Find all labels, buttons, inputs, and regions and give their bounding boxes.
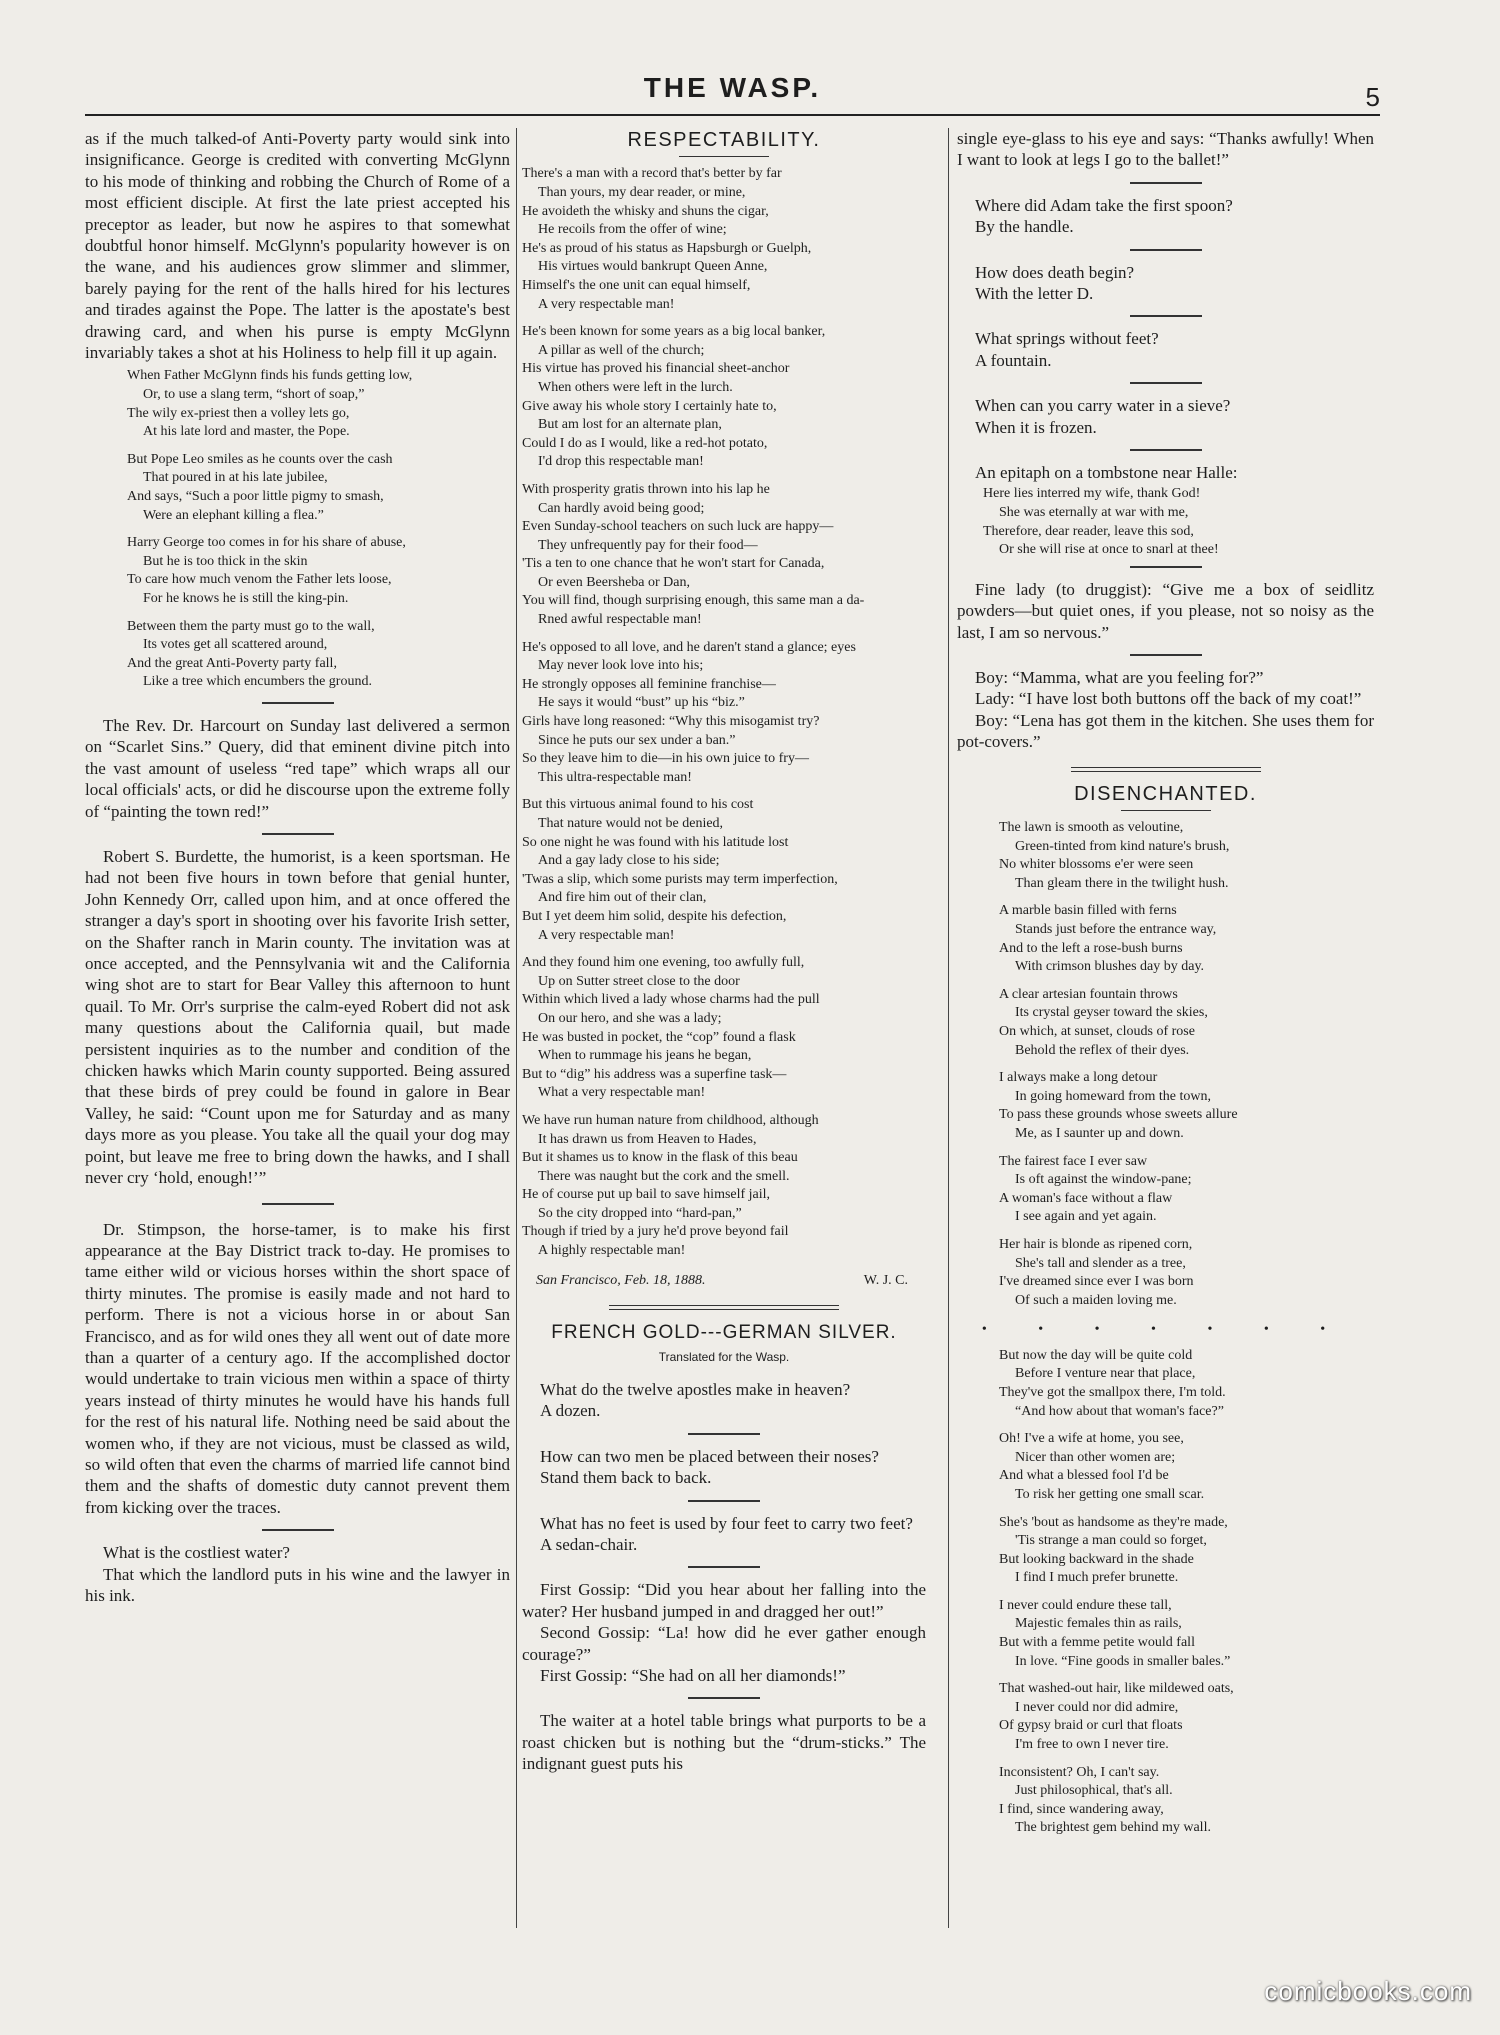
stanza bbox=[999, 1236, 1374, 1310]
verse-line: 'Tis a ten to one chance that he won't start for Canada, bbox=[522, 556, 825, 572]
stanza bbox=[522, 165, 926, 314]
verse-line: No whiter blossoms e'er were seen bbox=[999, 857, 1194, 873]
verse-line: With prosperity gratis thrown into his lap he bbox=[522, 481, 770, 497]
stanza bbox=[522, 639, 926, 788]
paragraph: single eye-glass to his eye and says: “Thanks awfully! When I want to look at legs I go to the ballet!” bbox=[957, 129, 1374, 170]
verse-line: I find, since wandering away, bbox=[999, 1801, 1164, 1817]
title-rule bbox=[679, 156, 769, 157]
verse-line: He recoils from the offer of wine; bbox=[538, 222, 727, 238]
answer: Stand them back to back. bbox=[540, 1468, 712, 1488]
verse-line: Between them the party must go to the wall, bbox=[127, 618, 375, 634]
riddles bbox=[522, 1379, 926, 1568]
divider bbox=[688, 1697, 760, 1699]
stanza bbox=[999, 1514, 1374, 1588]
verse-line: Could I do as I would, like a red-hot potato, bbox=[522, 435, 768, 451]
verse-line: I never could nor did admire, bbox=[1015, 1699, 1179, 1715]
divider bbox=[1130, 566, 1202, 568]
stanza bbox=[999, 902, 1374, 976]
paragraph: An epitaph on a tombstone near Halle: bbox=[975, 463, 1238, 483]
verse-line: A very respectable man! bbox=[538, 296, 675, 312]
verse-line: His virtue has proved his financial sheet-anchor bbox=[522, 361, 790, 377]
stanza bbox=[522, 481, 926, 630]
dateline: San Francisco, Feb. 18, 1888. bbox=[536, 1272, 706, 1288]
question: What do the twelve apostles make in heaven? bbox=[540, 1379, 851, 1399]
paragraph: The Rev. Dr. Harcourt on Sunday last delivered a sermon on “Scarlet Sins.” Query, did that eminent divine pitch into the vast amount of useless “red tape” which wraps all our local officials' acts, or did he discourse upon the extreme folly of “painting the town red!” bbox=[85, 715, 510, 821]
verse-line: Its crystal geyser toward the skies, bbox=[1015, 1005, 1208, 1021]
verse-line: At his late lord and master, the Pope. bbox=[143, 424, 350, 440]
stanza bbox=[127, 451, 510, 525]
paragraph: Robert S. Burdette, the humorist, is a keen sportsman. He had not been five hours in town before that genial hunter, John Kennedy Orr, called upon him, and at once offered the stranger a day's sport in shooting over his favorite Irish setter, on the Shafter ranch in Marin county. The invitation was at once accepted, and the Pennsylvania wit and the California wing shot are to start for Bear Valley this afternoon to hunt quail. To Mr. Orr's surprise the calm-eyed Robert did not ask many questions about the California quail, but made persistent inquiries as to the number and condition of the chicken hawks which Marin county supported. Being assured that these birds of prey could be found in galore in Bear Valley, he said: “Count upon me for Saturday and as many days more as you please. You take all the quail your dog may point, but leave me free to bring down the hawks, and I shall never cry ‘hold, enough!’” bbox=[85, 847, 510, 1188]
disenchanted-poem bbox=[957, 819, 1374, 1310]
verse-line: Though if tried by a jury he'd prove beyond fail bbox=[522, 1224, 789, 1240]
dialogue-line: Boy: “Mamma, what are you feeling for?” bbox=[975, 668, 1264, 688]
question: When can you carry water in a sieve? bbox=[975, 396, 1231, 416]
verse-line: Rned awful respectable man! bbox=[538, 612, 702, 628]
verse-line: A marble basin filled with ferns bbox=[999, 903, 1177, 919]
verse-line: That poured in at his late jubilee, bbox=[143, 470, 328, 486]
verse-line: And to the left a rose-bush burns bbox=[999, 940, 1183, 956]
paragraph: as if the much talked-of Anti-Poverty party would sink into insignificance. George is credited with converting McGlynn to his mode of thinking and robbing the Church of Rome of a most efficient disciple. At first the late priest accepted his preceptor as leader, but now he aspires to that somewhat doubtful honor himself. McGlynn's popularity however is on the wane, and his audiences grow slimmer and slimmer, barely paying for the rent of the halls hired for his lectures and tirades against the Pope. The latter is the apostate's best drawing card, and when his purse is empty McGlynn invariably takes a shot at his Holiness to help fill it up again. bbox=[85, 129, 510, 363]
verse-line: Since he puts our sex under a ban.” bbox=[538, 732, 736, 748]
verse-line: On our hero, and she was a lady; bbox=[538, 1010, 722, 1026]
verse-line: I'd drop this respectable man! bbox=[538, 454, 704, 470]
verse-line: The fairest face I ever saw bbox=[999, 1153, 1148, 1169]
page-header bbox=[85, 70, 1380, 116]
verse-line: I always make a long detour bbox=[999, 1070, 1158, 1086]
divider bbox=[1130, 182, 1202, 184]
answer: A fountain. bbox=[975, 350, 1052, 370]
verse-line: With crimson blushes day by day. bbox=[1015, 959, 1205, 975]
section-title: FRENCH GOLD---GERMAN SILVER. bbox=[551, 1322, 897, 1344]
stanza bbox=[522, 796, 926, 945]
verse-line: Its votes get all scattered around, bbox=[143, 637, 328, 653]
mcglynn-poem bbox=[85, 367, 510, 692]
divider bbox=[1130, 654, 1202, 656]
stanza bbox=[127, 534, 510, 608]
verse-line: So they leave him to die—in his own juice to fry— bbox=[522, 751, 809, 767]
column-2 bbox=[522, 128, 926, 1775]
verse-line: This ultra-respectable man! bbox=[538, 769, 692, 785]
verse-line: Than gleam there in the twilight hush. bbox=[1015, 875, 1229, 891]
verse-line: She's 'bout as handsome as they're made, bbox=[999, 1514, 1228, 1530]
verse-line: He strongly opposes all feminine franchise— bbox=[522, 676, 776, 692]
epitaph-verse bbox=[957, 485, 1374, 559]
verse-line: Can hardly avoid being good; bbox=[538, 500, 705, 516]
verse-line: Up on Sutter street close to the door bbox=[538, 973, 740, 989]
verse-line: On which, at sunset, clouds of rose bbox=[999, 1024, 1195, 1040]
verse-line: To risk her getting one small scar. bbox=[1015, 1486, 1205, 1502]
paragraph: Fine lady (to druggist): “Give me a box of seidlitz powders—but quiet ones, if you please, not so noisy as the last, I am so nervous.” bbox=[957, 579, 1374, 642]
question: What has no feet is used by four feet to carry two feet? bbox=[540, 1513, 913, 1533]
verse-line: Or, to use a slang term, “short of soap,” bbox=[143, 387, 365, 403]
title-rule bbox=[1121, 810, 1211, 811]
verse-line: To pass these grounds whose sweets allure bbox=[999, 1107, 1238, 1123]
verse-line: I find I much prefer brunette. bbox=[1015, 1570, 1179, 1586]
verse-line: And they found him one evening, too awfully full, bbox=[522, 955, 805, 971]
verse-line: She's tall and slender as a tree, bbox=[1015, 1255, 1186, 1271]
verse-line: Just philosophical, that's all. bbox=[1015, 1783, 1173, 1799]
verse-line: Give away his whole story I certainly hate to, bbox=[522, 398, 777, 414]
verse-line: I've dreamed since ever I was born bbox=[999, 1274, 1194, 1290]
verse-line: The wily ex-priest then a volley lets go, bbox=[127, 405, 350, 421]
answer: A sedan-chair. bbox=[540, 1534, 638, 1554]
verse-line: You will find, though surprising enough, this same man a da- bbox=[522, 593, 865, 609]
verse-line: For he knows he is still the king-pin. bbox=[143, 591, 349, 606]
question: What is the costliest water? bbox=[103, 1543, 290, 1563]
page-number: 5 bbox=[1365, 82, 1380, 112]
column-rule bbox=[516, 128, 517, 1928]
verse-line: Stands just before the entrance way, bbox=[1015, 922, 1217, 938]
stanza bbox=[999, 1153, 1374, 1227]
stanza bbox=[522, 1112, 926, 1261]
verse-line: Green-tinted from kind nature's brush, bbox=[1015, 838, 1230, 854]
verse-line: A highly respectable man! bbox=[538, 1243, 686, 1259]
verse-line: But am lost for an alternate plan, bbox=[538, 417, 722, 433]
verse-line: In love. “Fine goods in smaller bales.” bbox=[1015, 1653, 1231, 1669]
paragraph: Dr. Stimpson, the horse-tamer, is to make his first appearance at the Bay District track to-day. He promises to tame either wild or vicious horses within the short space of thirty minutes. The promise is easily made and not hard to perform. There is not a vicious horse in or about San Francisco, and as for wild ones they all went out of date more than a quarter of a century ago. If the accomplished doctor would undertake to train vicious men within a space of thirty years instead of thirty minutes he would have his hands full for the rest of his natural life. Nothing need be said about the women who, if they are not vicious, must be classed as wild, so wild often that even the charms of married life cannot bind them and the shafts of domestic duty cannot prevent them from kicking over the traces. bbox=[85, 1219, 510, 1517]
verse-line: But looking backward in the shade bbox=[999, 1551, 1194, 1567]
stanza bbox=[999, 819, 1374, 893]
verse-line: He's opposed to all love, and he daren't stand a glance; eyes bbox=[522, 639, 856, 655]
verse-line: He avoideth the whisky and shuns the cigar, bbox=[522, 203, 769, 219]
verse-line: He's been known for some years as a big local banker, bbox=[522, 324, 826, 340]
poem-title: DISENCHANTED. bbox=[1074, 782, 1257, 805]
ellipsis-dots: • • • • • • • bbox=[981, 1322, 1350, 1338]
divider bbox=[1130, 382, 1202, 384]
question: Where did Adam take the first spoon? bbox=[975, 195, 1233, 215]
paragraph: The waiter at a hotel table brings what purports to be a roast chicken but is nothing but the “drum-sticks.” The indignant guest puts his bbox=[522, 1711, 926, 1774]
double-rule bbox=[1071, 767, 1261, 772]
verse-line: 'Tis strange a man could so forget, bbox=[1015, 1533, 1207, 1549]
answer: By the handle. bbox=[975, 217, 1074, 237]
verse-line: He's as proud of his status as Hapsburgh or Guelph, bbox=[522, 240, 812, 256]
divider bbox=[262, 1203, 334, 1205]
disenchanted-poem-continued bbox=[957, 1347, 1374, 1838]
verse-line: A clear artesian fountain throws bbox=[999, 986, 1178, 1002]
stanza bbox=[999, 1347, 1374, 1421]
verse-line: Inconsistent? Oh, I can't say. bbox=[999, 1764, 1160, 1780]
dialogue-line: Lady: “I have lost both buttons off the back of my coat!” bbox=[975, 689, 1362, 709]
verse-line: Nicer than other women are; bbox=[1015, 1449, 1176, 1465]
verse-line: To care how much venom the Father lets loose, bbox=[127, 572, 392, 588]
verse-line: Her hair is blonde as ripened corn, bbox=[999, 1236, 1193, 1252]
verse-line: Than yours, my dear reader, or mine, bbox=[538, 185, 746, 200]
verse-line: Therefore, dear reader, leave this sod, bbox=[983, 523, 1194, 539]
verse-line: 'Twas a slip, which some purists may term imperfection, bbox=[522, 871, 838, 887]
verse-line: Or even Beersheba or Dan, bbox=[538, 574, 690, 590]
stanza bbox=[522, 323, 926, 472]
verse-line: Me, as I saunter up and down. bbox=[1015, 1126, 1184, 1141]
answer: With the letter D. bbox=[975, 284, 1094, 304]
verse-line: They've got the smallpox there, I'm told. bbox=[999, 1384, 1226, 1400]
verse-line: Here lies interred my wife, thank God! bbox=[983, 486, 1201, 502]
answer: That which the landlord puts in his wine and the lawyer in his ink. bbox=[85, 1564, 510, 1605]
verse-line: He of course put up bail to save himself jail, bbox=[522, 1187, 771, 1203]
stanza bbox=[999, 1069, 1374, 1143]
verse-line: Of gypsy braid or curl that floats bbox=[999, 1718, 1183, 1734]
stanza bbox=[522, 954, 926, 1103]
verse-line: What a very respectable man! bbox=[538, 1085, 706, 1101]
verse-line: The lawn is smooth as veloutine, bbox=[999, 820, 1184, 836]
stanza bbox=[999, 1430, 1374, 1504]
verse-line: Behold the reflex of their dyes. bbox=[1015, 1042, 1190, 1058]
gossip-line: Second Gossip: “La! how did he ever gather enough courage?” bbox=[522, 1623, 926, 1664]
gossip-line: First Gossip: “Did you hear about her falling into the water? Her husband jumped in and dragged her out!” bbox=[522, 1580, 926, 1621]
verse-line: It has drawn us from Heaven to Hades, bbox=[538, 1131, 757, 1147]
divider bbox=[688, 1500, 760, 1502]
column-rule bbox=[948, 128, 949, 1928]
column-1 bbox=[85, 128, 510, 1606]
divider bbox=[688, 1433, 760, 1435]
verse-line: We have run human nature from childhood, although bbox=[522, 1112, 819, 1128]
verse-line: His virtues would bankrupt Queen Anne, bbox=[538, 259, 768, 275]
verse-line: Oh! I've a wife at home, you see, bbox=[999, 1431, 1184, 1447]
gossip-line: First Gossip: “She had on all her diamonds!” bbox=[540, 1665, 846, 1685]
dialogue-line: Boy: “Lena has got them in the kitchen. She uses them for pot-covers.” bbox=[957, 710, 1374, 752]
stanza bbox=[127, 618, 510, 692]
masthead: THE WASP. bbox=[643, 72, 822, 103]
verse-line: Girls have long reasoned: “Why this misogamist try? bbox=[522, 714, 820, 730]
verse-line: A pillar as well of the church; bbox=[538, 342, 705, 358]
verse-line: “And how about that woman's face?” bbox=[1015, 1403, 1224, 1419]
verse-line: I never could endure these tall, bbox=[999, 1597, 1172, 1613]
verse-line: When Father McGlynn finds his funds getting low, bbox=[127, 368, 413, 384]
verse-line: Himself's the one unit can equal himself, bbox=[522, 277, 751, 293]
verse-line: So one night he was found with his latitude lost bbox=[522, 834, 789, 850]
question: What springs without feet? bbox=[975, 329, 1159, 349]
verse-line: A woman's face without a flaw bbox=[999, 1190, 1173, 1206]
question: How does death begin? bbox=[975, 262, 1135, 282]
verse-line: Before I venture near that place, bbox=[1015, 1366, 1196, 1382]
verse-line: And the great Anti-Poverty party fall, bbox=[127, 655, 337, 671]
divider bbox=[262, 702, 334, 704]
watermark: comicbooks.com bbox=[1264, 1976, 1472, 2006]
verse-line: Majestic females thin as rails, bbox=[1015, 1616, 1182, 1632]
verse-line: When to rummage his jeans he began, bbox=[538, 1048, 752, 1064]
verse-line: Or she will rise at once to snarl at thee! bbox=[999, 542, 1219, 558]
verse-line: May never look love into his; bbox=[538, 658, 704, 674]
stanza bbox=[127, 367, 510, 441]
verse-line: But to “dig” his address was a superfine task— bbox=[522, 1066, 787, 1082]
stanza bbox=[999, 986, 1374, 1060]
verse-line: There was naught but the cork and the smell. bbox=[538, 1168, 790, 1184]
verse-line: And fire him out of their clan, bbox=[538, 890, 707, 906]
verse-line: But now the day will be quite cold bbox=[999, 1347, 1193, 1363]
verse-line: But with a femme petite would fall bbox=[999, 1635, 1195, 1651]
verse-line: A very respectable man! bbox=[538, 927, 675, 943]
verse-line: And what a blessed fool I'd be bbox=[999, 1468, 1169, 1484]
verse-line: But this virtuous animal found to his cost bbox=[522, 797, 754, 813]
stanza bbox=[999, 1764, 1374, 1838]
verse-line: He was busted in pocket, the “cop” found a flask bbox=[522, 1029, 796, 1045]
answer: When it is frozen. bbox=[975, 417, 1097, 437]
verse-line: When others were left in the lurch. bbox=[538, 379, 733, 395]
verse-line: Like a tree which encumbers the ground. bbox=[143, 674, 372, 690]
verse-line: But I yet deem him solid, despite his defection, bbox=[522, 908, 787, 924]
verse-line: So the city dropped into “hard-pan,” bbox=[538, 1205, 742, 1221]
stanza bbox=[999, 1680, 1374, 1754]
question: How can two men be placed between their noses? bbox=[540, 1446, 879, 1466]
respectability-poem bbox=[522, 165, 926, 1260]
poem-signoff bbox=[522, 1270, 926, 1291]
verse-line: Harry George too comes in for his share of abuse, bbox=[127, 535, 406, 551]
stanza bbox=[999, 1597, 1374, 1671]
riddles bbox=[957, 182, 1374, 451]
section-subtitle: Translated for the Wasp. bbox=[658, 1350, 790, 1365]
divider bbox=[262, 833, 334, 835]
verse-line: I'm free to own I never tire. bbox=[1015, 1737, 1169, 1753]
verse-line: In going homeward from the town, bbox=[1015, 1088, 1211, 1104]
verse-line: Were an elephant killing a flea.” bbox=[143, 507, 324, 523]
verse-line: That nature would not be denied, bbox=[538, 816, 724, 831]
divider bbox=[1130, 249, 1202, 251]
verse-line: Of such a maiden loving me. bbox=[1015, 1292, 1177, 1308]
verse-line: Is oft against the window-pane; bbox=[1015, 1172, 1192, 1188]
divider bbox=[1130, 315, 1202, 317]
verse-line: They unfrequently pay for their food— bbox=[538, 537, 758, 553]
verse-line: I see again and yet again. bbox=[1015, 1209, 1157, 1225]
verse-line: But it shames us to know in the flask of this beau bbox=[522, 1150, 798, 1166]
verse-line: He says it would “bust” up his “biz.” bbox=[538, 695, 745, 711]
poem-title: RESPECTABILITY. bbox=[627, 129, 821, 151]
answer: A dozen. bbox=[540, 1401, 601, 1421]
verse-line: But Pope Leo smiles as he counts over the cash bbox=[127, 451, 393, 467]
verse-line: Within which lived a lady whose charms had the pull bbox=[522, 992, 820, 1008]
divider bbox=[688, 1566, 760, 1568]
double-rule bbox=[609, 1305, 839, 1310]
verse-line: The brightest gem behind my wall. bbox=[1015, 1820, 1211, 1836]
verse-line: She was eternally at war with me, bbox=[999, 505, 1189, 521]
column-3 bbox=[957, 128, 1374, 1847]
divider bbox=[262, 1529, 334, 1531]
verse-line: And says, “Such a poor little pigmy to smash, bbox=[127, 489, 384, 505]
verse-line: That washed-out hair, like mildewed oats, bbox=[999, 1681, 1234, 1697]
verse-line: But he is too thick in the skin bbox=[143, 553, 308, 569]
verse-line: There's a man with a record that's better by far bbox=[522, 166, 782, 182]
verse-line: Even Sunday-school teachers on such luck are happy— bbox=[522, 519, 834, 535]
verse-line: And a gay lady close to his side; bbox=[538, 853, 720, 869]
signature: W. J. C. bbox=[863, 1272, 908, 1288]
divider bbox=[1130, 449, 1202, 451]
